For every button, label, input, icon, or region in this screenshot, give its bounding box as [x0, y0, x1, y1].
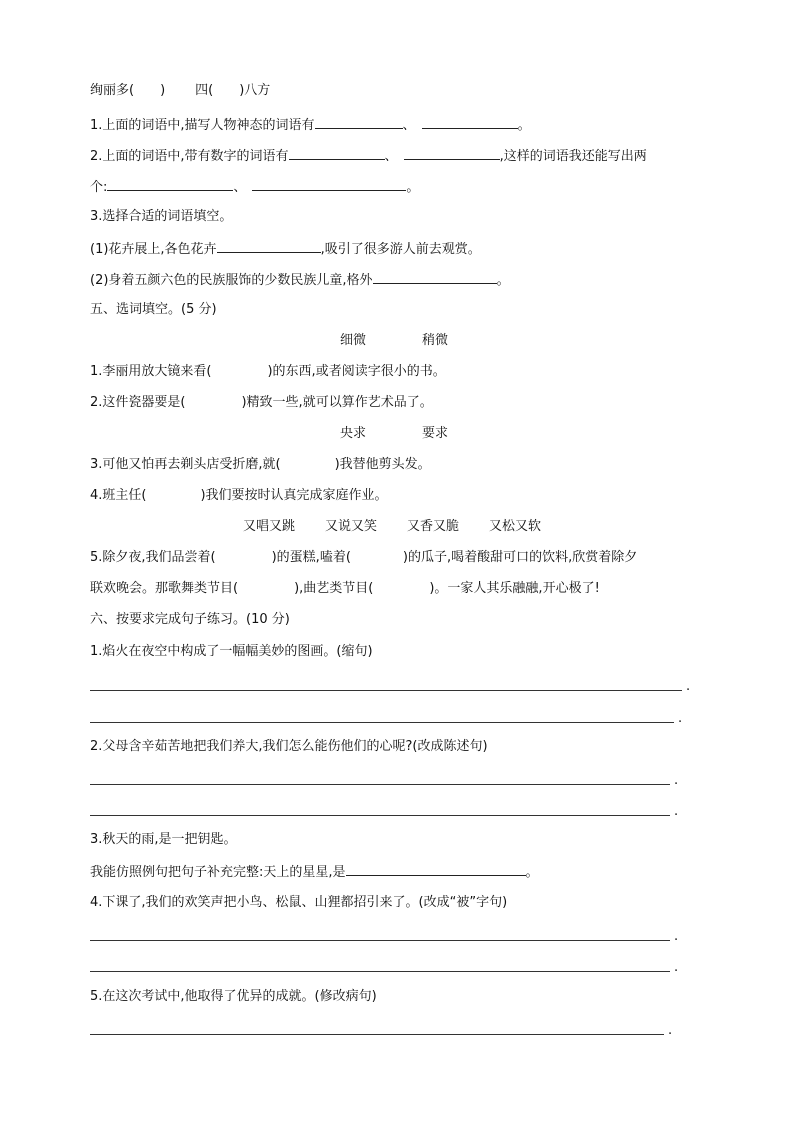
answer-blank[interactable]	[404, 146, 500, 160]
idiom-2-pre: 四(	[195, 83, 214, 98]
answer-line[interactable]	[90, 690, 682, 691]
word-option: 细微	[340, 333, 367, 348]
section-5-q3	[90, 456, 431, 474]
answer-line[interactable]	[90, 815, 670, 816]
question-text: 联欢晚会。那歌舞类节目(	[90, 581, 239, 596]
question-4-1	[90, 115, 531, 135]
answer-blank[interactable]	[373, 270, 497, 284]
question-4-3-item2	[90, 270, 510, 290]
question-text: 3.可他又怕再去剃头店受折磨,就(	[90, 457, 281, 472]
period: 。	[517, 118, 531, 133]
section-6-q1: 1.焰火在夜空中构成了一幅幅美妙的图画。(缩句)	[90, 644, 373, 659]
word-option: 又唱又跳	[243, 519, 296, 534]
answer-blank[interactable]	[346, 862, 526, 876]
question-4-3-item1	[90, 239, 481, 259]
question-text: 2.这件瓷器要是(	[90, 395, 186, 410]
question-text: )的蛋糕,嗑着(	[271, 550, 351, 565]
answer-line[interactable]	[90, 784, 670, 785]
section-5-q1	[90, 363, 446, 381]
section-5-q5-line2	[90, 580, 600, 598]
answer-line[interactable]	[90, 940, 670, 941]
line-end-period: .	[674, 773, 679, 788]
section-6-q2: 2.父母含辛茹苦地把我们养大,我们怎么能伤他们的心呢?(改成陈述句)	[90, 739, 488, 754]
word-option: 又说又笑	[325, 519, 378, 534]
line-end-period: .	[678, 711, 683, 726]
section-6-q4: 4.下课了,我们的欢笑声把小鸟、松鼠、山狸都招引来了。(改成“被”字句)	[90, 895, 508, 910]
line-end-period: .	[674, 929, 679, 944]
word-option: 要求	[422, 426, 449, 441]
word-option: 央求	[340, 426, 367, 441]
question-text: ,吸引了很多游人前去观赏。	[320, 242, 481, 257]
answer-blank[interactable]	[422, 115, 518, 129]
question-text: ),曲艺类节目(	[294, 581, 374, 596]
word-option: 又香又脆	[407, 519, 460, 534]
question-text: (2)身着五颜六色的民族服饰的少数民族儿童,格外	[90, 273, 373, 288]
line-end-period: .	[668, 1023, 673, 1038]
separator: 、	[384, 149, 398, 164]
answer-blank[interactable]	[252, 177, 406, 191]
question-4-2-line2	[90, 177, 419, 197]
question-text: )。一家人其乐融融,开心极了!	[429, 581, 600, 596]
section-5-q5	[90, 549, 637, 567]
word-bank-2	[340, 425, 448, 443]
word-bank-1	[340, 332, 448, 350]
idiom-2-post: )八方	[239, 83, 271, 98]
period: 。	[525, 865, 539, 880]
section-5-q4	[90, 487, 388, 505]
answer-blank[interactable]	[289, 146, 385, 160]
line-end-period: .	[686, 679, 691, 694]
word-bank-3	[243, 518, 541, 536]
section-6-q5: 5.在这次考试中,他取得了优异的成就。(修改病句)	[90, 989, 377, 1004]
question-text: )的瓜子,喝着酸甜可口的饮料,欣赏着除夕	[402, 550, 638, 565]
answer-line[interactable]	[90, 971, 670, 972]
question-text: 1.李丽用放大镜来看(	[90, 364, 212, 379]
section-6-q3: 3.秋天的雨,是一把钥匙。	[90, 832, 237, 847]
period: 。	[496, 273, 510, 288]
question-4-3-title: 3.选择合适的词语填空。	[90, 209, 233, 224]
question-4-2	[90, 146, 647, 166]
period: 。	[406, 180, 420, 195]
answer-blank[interactable]	[107, 177, 233, 191]
question-text: )我替他剪头发。	[334, 457, 431, 472]
question-text: 5.除夕夜,我们品尝着(	[90, 550, 216, 565]
section-6-q3-follow	[90, 862, 539, 882]
separator: 、	[402, 118, 416, 133]
question-text: )我们要按时认真完成家庭作业。	[200, 488, 388, 503]
question-text: 个:	[90, 180, 108, 195]
question-text: (1)花卉展上,各色花卉	[90, 242, 217, 257]
idiom-1-pre: 绚丽多(	[90, 83, 135, 98]
answer-blank[interactable]	[315, 115, 403, 129]
question-text: 4.班主任(	[90, 488, 147, 503]
answer-line[interactable]	[90, 722, 674, 723]
question-text: 2.上面的词语中,带有数字的词语有	[90, 149, 289, 164]
question-text: )精致一些,就可以算作艺术品了。	[241, 395, 433, 410]
answer-line[interactable]	[90, 1034, 664, 1035]
question-text-tail: ,这样的词语我还能写出两	[499, 149, 647, 164]
section-6-title: 六、按要求完成句子练习。(10 分)	[90, 612, 290, 627]
line-end-period: .	[674, 804, 679, 819]
question-text: )的东西,或者阅读字很小的书。	[267, 364, 446, 379]
question-text: 1.上面的词语中,描写人物神态的词语有	[90, 118, 315, 133]
word-option: 稍微	[422, 333, 449, 348]
section-5-title: 五、选词填空。(5 分)	[90, 302, 217, 317]
question-text: 我能仿照例句把句子补充完整:天上的星星,是	[90, 865, 346, 880]
idiom-line	[90, 82, 270, 100]
section-5-q2	[90, 394, 433, 412]
line-end-period: .	[674, 960, 679, 975]
separator: 、	[233, 180, 247, 195]
word-option: 又松又软	[489, 519, 542, 534]
answer-blank[interactable]	[217, 239, 321, 253]
idiom-1-post: )	[160, 83, 166, 98]
